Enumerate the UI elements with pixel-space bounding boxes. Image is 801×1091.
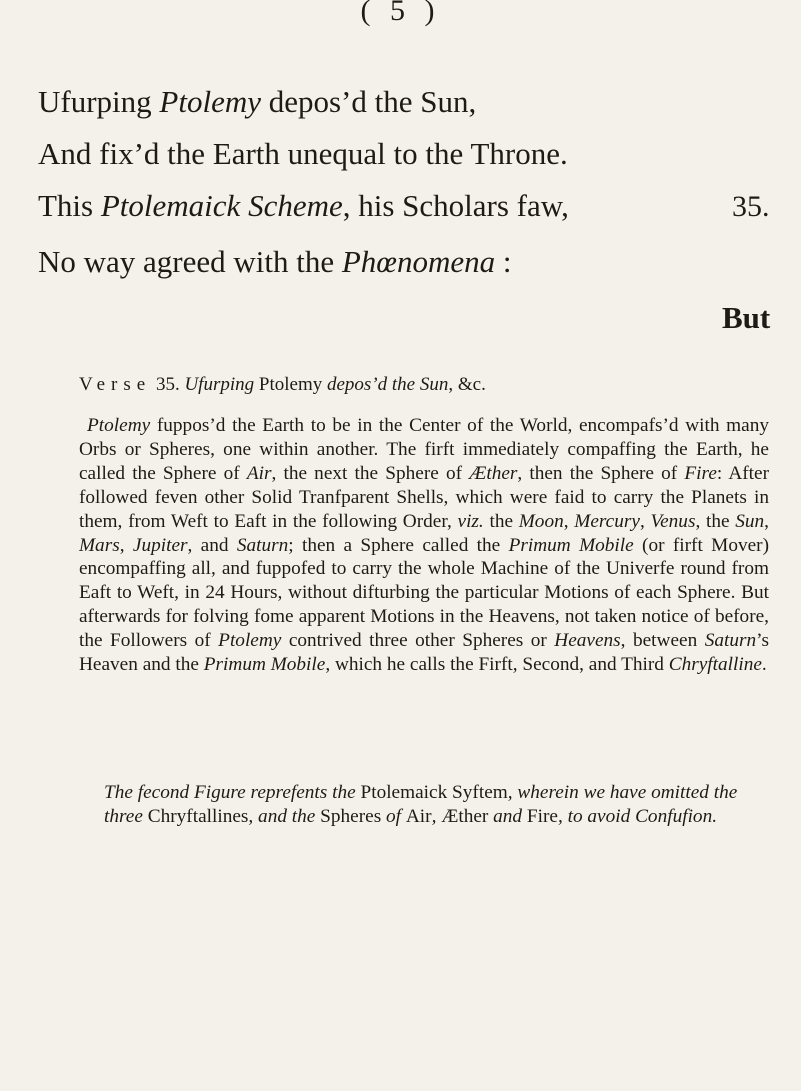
figure-note: The fecond Figure reprefents the Ptolemaick Syftem, wherein we have omitted the three Chryftallines, and the Spheres of Air, Æther and Fire, to avoid Confufion. xyxy=(104,782,738,827)
page-number: ( 5 ) xyxy=(360,0,441,27)
catchword: But xyxy=(722,300,771,335)
ptolemaick-scheme: Ptolemaick Scheme xyxy=(100,188,343,223)
poem-line-2: And fix’d the Earth unequal to the Throne. xyxy=(38,136,568,171)
name-ptolemy: Ptolemy xyxy=(159,84,261,119)
commentary-paragraph: Ptolemy fuppos’d the Earth to be in the Center of the World, encompafs’d with many Orbs or Spheres, one within another. The firft immediately compaffing the Earth, he called the Sphere of Air, the next the Sphere of Æther, then the Sphere of Fire: After followed feven other Solid Tranfparent Shells, which were faid to carry the Planets in them, from Weft to Eaft in the following Order, viz. the Moon, Mercury, Venus, the Sun, Mars, Jupiter, and Saturn; then a Sphere called the Primum Mobile (or firft Mover) encompaffing all, and fuppofed to carry the whole Machine of the Univerfe round from Eaft to Weft, in 24 Hours, without difturbing the particular Motions of each Sphere. But afterwards for folving fome apparent Motions in the Heavens, not taken notice of before, the Followers of Ptolemy contrived three other Spheres or Heavens, between Saturn’s Heaven and the Primum Mobile, which he calls the Firft, Second, and Third Chryftalline. xyxy=(79,415,770,676)
poem-line-3: This Ptolemaick Scheme, his Scholars faw, xyxy=(38,188,569,223)
line-number: 35. xyxy=(732,190,770,223)
verse-label: Verse xyxy=(79,374,152,395)
phoenomena: Phœnomena xyxy=(341,244,496,279)
verse-heading: Verse 35. Ufurping Ptolemy depos’d the Sun, &c. xyxy=(79,374,486,395)
poem-line-1: Ufurping Ptolemy depos’d the Sun, xyxy=(38,84,477,119)
poem-line-4: No way agreed with the Phœnomena : xyxy=(38,244,512,279)
